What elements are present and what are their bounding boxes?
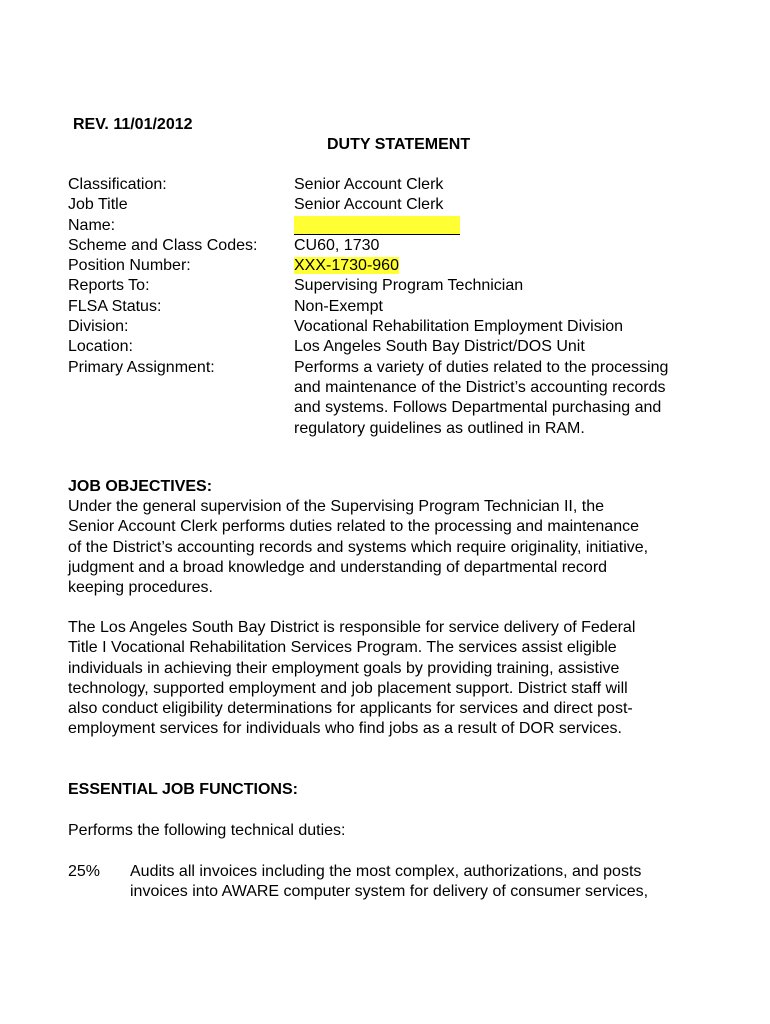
- field-value: Non-Exempt: [294, 297, 383, 315]
- text-line: technology, supported employment and job placement support. District staff will: [68, 679, 628, 697]
- position-fields: [68, 175, 718, 439]
- field-value: Vocational Rehabilitation Employment Division: [294, 318, 624, 336]
- field-value: CU60, 1730: [294, 236, 380, 254]
- field-name: [68, 216, 718, 236]
- text-line: regulatory guidelines as outlined in RAM.: [294, 419, 585, 437]
- field-scheme-class-codes: [68, 236, 718, 256]
- text-line: judgment and a broad knowledge and understanding of departmental record: [68, 558, 608, 576]
- field-value-container: [294, 216, 718, 236]
- job-objectives-paragraph-2: [68, 618, 708, 740]
- field-job-title: [68, 195, 718, 215]
- text-line: Title I Vocational Rehabilitation Services Program. The services assist eligible: [68, 639, 617, 657]
- field-label: Classification:: [68, 176, 167, 193]
- text-line: and systems. Follows Departmental purchasing and: [294, 399, 662, 417]
- field-label: FLSA Status:: [68, 297, 162, 315]
- text-line: Performs a variety of duties related to the processing: [294, 358, 669, 376]
- field-label: Division:: [68, 318, 129, 336]
- text-line: The Los Angeles South Bay District is responsible for service delivery of Federal: [68, 619, 636, 636]
- revision-date: REV. 11/01/2012: [73, 116, 193, 133]
- name-blank-highlight: [294, 216, 460, 235]
- field-classification: [68, 175, 718, 195]
- field-value-multiline: [294, 358, 718, 439]
- field-label: Job Title: [68, 196, 128, 214]
- field-label: Scheme and Class Codes:: [68, 236, 258, 254]
- job-objectives-paragraph-1: [68, 497, 708, 598]
- text-line: keeping procedures.: [68, 579, 213, 597]
- position-number-highlight: XXX-1730-960: [294, 257, 399, 275]
- field-location: [68, 337, 718, 357]
- duty-description: [130, 862, 708, 903]
- field-division: [68, 317, 718, 337]
- text-line: employment services for individuals who find jobs as a result of DOR services.: [68, 720, 622, 738]
- field-position-number: [68, 256, 718, 276]
- essential-functions-heading: ESSENTIAL JOB FUNCTIONS:: [68, 781, 298, 798]
- job-objectives-heading: JOB OBJECTIVES:: [68, 478, 213, 495]
- field-label: Name:: [68, 216, 116, 234]
- field-value-container: [294, 256, 718, 276]
- text-line: Under the general supervision of the Supervising Program Technician II, the: [68, 498, 605, 515]
- field-primary-assignment: [68, 358, 718, 439]
- text-line: Audits all invoices including the most complex, authorizations, and posts: [130, 863, 642, 880]
- field-value: Senior Account Clerk: [294, 196, 444, 214]
- field-flsa-status: [68, 297, 718, 317]
- text-line: Senior Account Clerk performs duties related to the processing and maintenance: [68, 518, 639, 536]
- field-reports-to: [68, 276, 718, 296]
- field-label: Primary Assignment:: [68, 358, 215, 376]
- essential-functions-intro: Performs the following technical duties:: [68, 822, 346, 839]
- text-line: individuals in achieving their employment goals by providing training, assistive: [68, 659, 620, 677]
- field-value: Senior Account Clerk: [294, 176, 444, 193]
- text-line: of the District’s accounting records and systems which require originality, initiative,: [68, 538, 649, 556]
- text-line: and maintenance of the District’s accounting records: [294, 378, 666, 396]
- duty-item: [68, 862, 708, 903]
- field-label: Location:: [68, 338, 133, 356]
- document-title: DUTY STATEMENT: [327, 136, 471, 153]
- text-line: also conduct eligibility determinations for applicants for services and direct post-: [68, 700, 633, 718]
- field-value: Los Angeles South Bay District/DOS Unit: [294, 338, 585, 356]
- field-value: Supervising Program Technician: [294, 277, 524, 295]
- field-label: Position Number:: [68, 257, 191, 275]
- duty-percent: 25%: [68, 863, 101, 880]
- text-line: invoices into AWARE computer system for delivery of consumer services,: [130, 883, 649, 901]
- field-label: Reports To:: [68, 277, 150, 295]
